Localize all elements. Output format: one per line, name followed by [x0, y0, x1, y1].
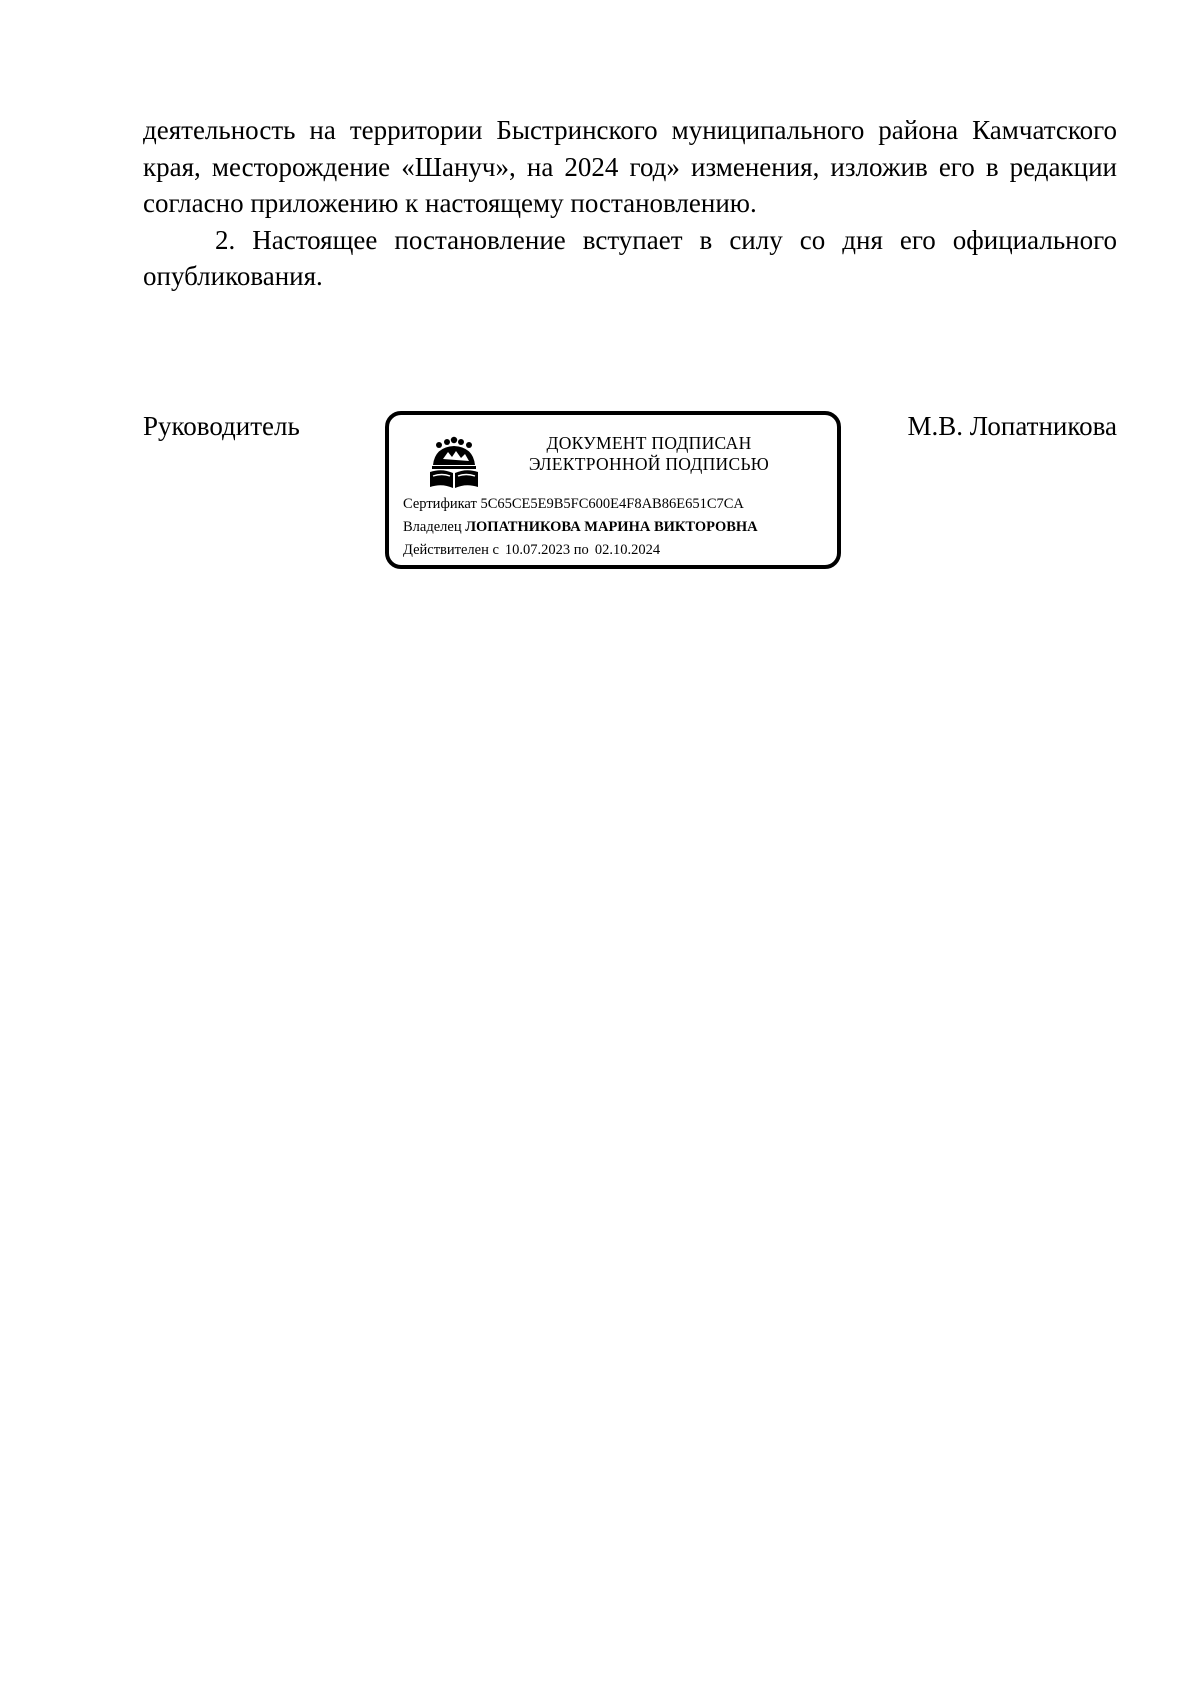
electronic-signature-stamp: [385, 411, 841, 569]
stamp-validity-row: [403, 539, 758, 562]
stamp-owner-row: [403, 516, 758, 539]
paragraph-1: деятельность на территории Быстринского муниципального района Камчатского края, месторождение «Шануч», на 2024 год» изменения, изложив его в редакции согласно приложению к настоящему постановлению.: [143, 115, 1117, 218]
stamp-heading-line-2: ЭЛЕКТРОННОЙ ПОДПИСЬЮ: [528, 454, 770, 474]
signer-name: М.В. Лопатникова: [907, 411, 1117, 441]
owner-label: Владелец: [403, 519, 462, 535]
signer-position-title: Руководитель: [143, 411, 300, 441]
owner-value: ЛОПАТНИКОВА МАРИНА ВИКТОРОВНА: [465, 519, 758, 535]
stamp-heading: [489, 433, 809, 475]
paragraph-2: 2. Настоящее постановление вступает в силу со дня его официального опубликования.: [143, 224, 1117, 291]
valid-label: Действителен с: [403, 542, 499, 558]
certificate-value: 5C65CE5E9B5FC600E4F8AB86E651C7CA: [480, 496, 744, 512]
stamp-heading-line-1: ДОКУМЕНТ ПОДПИСАН: [546, 433, 752, 453]
certificate-label: Сертификат: [403, 496, 477, 512]
kamchatka-coat-of-arms-icon: [425, 435, 483, 493]
valid-from: 10.07.2023: [504, 542, 571, 558]
valid-to-label: по: [573, 542, 589, 558]
valid-to: 02.10.2024: [594, 542, 661, 558]
stamp-details: [403, 493, 758, 562]
stamp-certificate-row: [403, 493, 758, 516]
document-body: [143, 112, 1117, 295]
